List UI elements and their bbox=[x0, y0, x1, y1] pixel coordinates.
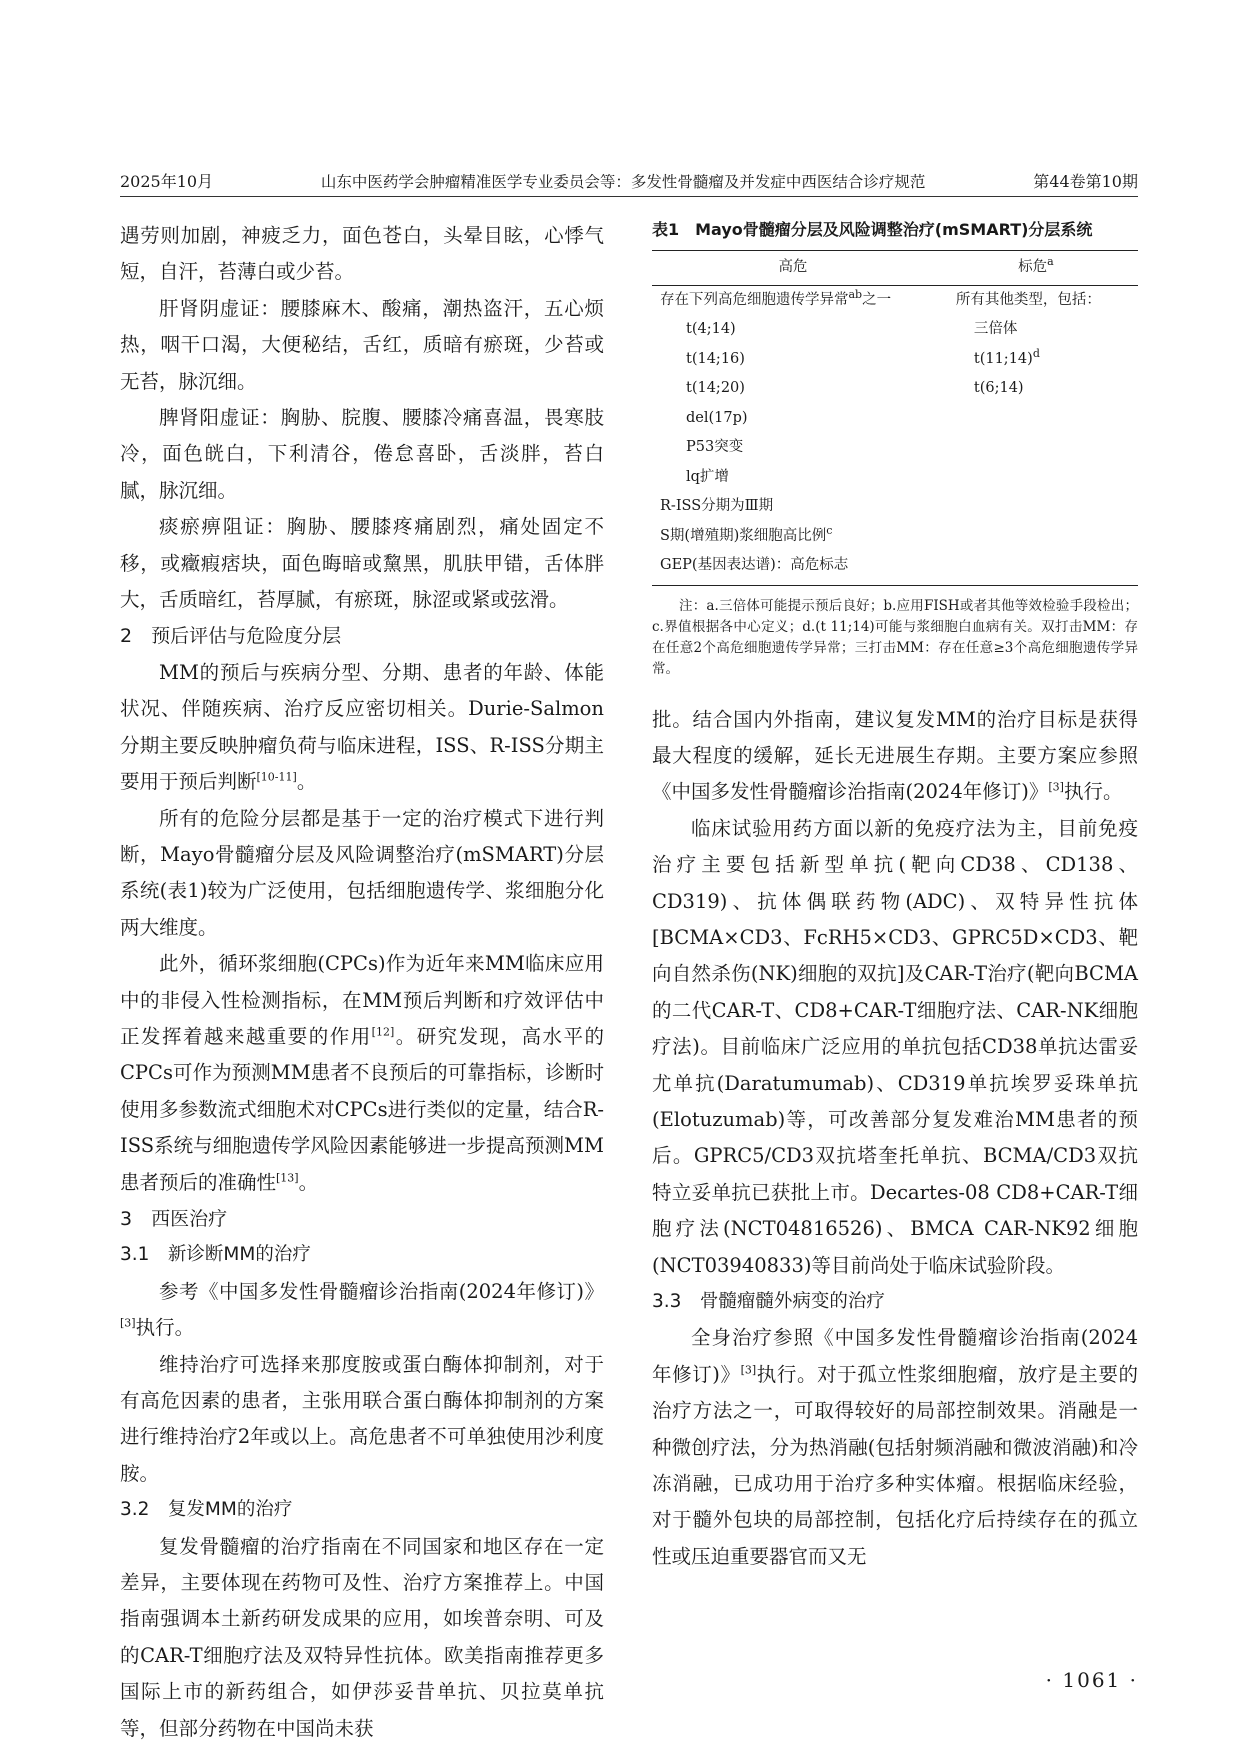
text: 参考《中国多发性骨髓瘤诊治指南(2024年修订)》 bbox=[159, 1279, 604, 1303]
cell-text: S期(增殖期)浆细胞高比例 bbox=[660, 527, 827, 544]
table-cell: lq扩增 bbox=[686, 468, 729, 485]
table-row bbox=[652, 374, 1138, 404]
paragraph bbox=[120, 655, 604, 801]
running-header bbox=[120, 166, 1138, 197]
table-cell: del(17p) bbox=[686, 409, 748, 426]
paragraph: 复发骨髓瘤的治疗指南在不同国家和地区存在一定差异，主要体现在药物可及性、治疗方案推荐上。中国指南强调本土新药研发成果的应用，如埃普奈明、可及的CAR-T细胞疗法及双特异性抗体。欧美指南推荐更多国际上市的新药组合，如伊莎妥昔单抗、贝拉莫单抗等，但部分药物在中国尚未获 bbox=[120, 1534, 604, 1740]
table-cell bbox=[934, 492, 1138, 522]
table-row bbox=[652, 433, 1138, 463]
table-cell bbox=[934, 551, 1138, 585]
table-cell: 所有其他类型，包括： bbox=[955, 291, 1101, 308]
header-title: 山东中医药学会肿瘤精准医学专业委员会等：多发性骨髓瘤及并发症中西医结合诊疗规范 bbox=[320, 173, 926, 191]
paragraph: 脾肾阳虚证：胸胁、脘腹、腰膝冷痛喜温，畏寒肢冷，面色㿠白，下利清谷，倦怠喜卧，舌淡胖，苔白腻，脉沉细。 bbox=[120, 406, 604, 502]
table-cell bbox=[652, 285, 934, 315]
subsection-heading: 3.2 复发MM的治疗 bbox=[120, 1499, 293, 1521]
citation: [3] bbox=[740, 1363, 757, 1377]
paragraph: 维持治疗可选择来那度胺或蛋白酶体抑制剂，对于有高危因素的患者，主张用联合蛋白酶体抑制剂的方案进行维持治疗2年或以上。高危患者不可单独使用沙利度胺。 bbox=[120, 1352, 604, 1485]
table-cell: t(6;14) bbox=[973, 380, 1024, 396]
table-row bbox=[652, 315, 1138, 345]
paragraph bbox=[652, 1320, 1138, 1575]
citation: [10-11] bbox=[256, 770, 297, 784]
subsection-heading: 3.1 新诊断MM的治疗 bbox=[120, 1244, 311, 1266]
footnote-mark: c bbox=[826, 523, 833, 537]
table-cell: GEP(基因表达谱)：高危标志 bbox=[652, 551, 934, 585]
header-volume: 第44卷第10期 bbox=[1033, 172, 1138, 191]
cell-text: 存在下列高危细胞遗传学异常 bbox=[660, 291, 849, 308]
citation: [3] bbox=[1048, 780, 1064, 794]
text: 执行。对于孤立性浆细胞瘤，放疗是主要的治疗方法之一，可取得较好的局部控制效果。消融是一种微创疗法，分为热消融(包括射频消融和微波消融)和冷冻消融，已成功用于治疗多种实体瘤。根据临床经验，对于髓外包块的局部控制，包括化疗后持续存在的孤立性或压迫重要器官而又无 bbox=[652, 1362, 1138, 1568]
table-cell: t(14;16) bbox=[686, 350, 745, 367]
cell-text: t(11;14) bbox=[973, 350, 1033, 367]
table-cell: R-ISS分期为Ⅲ期 bbox=[660, 498, 774, 514]
table-cell bbox=[934, 522, 1138, 552]
table-caption: 表1 Mayo骨髓瘤分层及风险调整治疗(mSMART)分层系统 bbox=[652, 220, 1093, 239]
table-row bbox=[652, 345, 1138, 375]
paragraph bbox=[652, 702, 1138, 811]
header-standard bbox=[934, 251, 1138, 286]
risk-table bbox=[652, 250, 1138, 586]
table-row bbox=[652, 285, 1138, 315]
table-cell: t(14;20) bbox=[686, 380, 745, 396]
table-cell bbox=[652, 522, 934, 552]
text: 执行。 bbox=[135, 1316, 195, 1340]
table-cell: 三倍体 bbox=[973, 321, 1018, 337]
table-cell: P53突变 bbox=[686, 439, 744, 455]
paragraph bbox=[120, 1274, 604, 1347]
footnote-mark: a bbox=[1047, 255, 1054, 269]
table-cell bbox=[934, 345, 1138, 375]
paragraph: 肝肾阴虚证：腰膝麻木、酸痛，潮热盗汗，五心烦热，咽干口渴，大便秘结，舌红，质暗有瘀斑，少苔或无苔，脉沉细。 bbox=[120, 296, 604, 393]
table-row bbox=[652, 551, 1138, 585]
page-number: · 1061 · bbox=[1045, 1668, 1138, 1692]
text: 此外，循环浆细胞(CPCs)作为近年来MM临床应用中的非侵入性检测指标，在MM预后判断和疗效评估中正发挥着越来越重要的作用 bbox=[120, 952, 604, 1048]
table-cell: t(4;14) bbox=[686, 321, 736, 337]
text: 执行。 bbox=[1063, 780, 1123, 804]
citation: [3] bbox=[120, 1316, 136, 1330]
table-row bbox=[652, 404, 1138, 434]
table-header-row bbox=[652, 251, 1138, 286]
header-standard-label: 标危 bbox=[1018, 259, 1048, 275]
section-heading: 3 西医治疗 bbox=[120, 1207, 228, 1230]
section-heading: 2 预后评估与危险度分层 bbox=[120, 625, 342, 648]
text: 批。结合国内外指南，建议复发MM的治疗目标是获得最大程度的缓解，延长无进展生存期。主要方案应参照《中国多发性骨髓瘤诊治指南(2024年修订)》 bbox=[652, 707, 1138, 804]
table-row bbox=[652, 522, 1138, 552]
table-row bbox=[652, 463, 1138, 493]
table-row bbox=[652, 492, 1138, 522]
paragraph bbox=[120, 946, 604, 1201]
left-column bbox=[120, 218, 604, 1747]
paragraph: 遇劳则加剧，神疲乏力，面色苍白，头晕目眩，心悸气短，自汗，苔薄白或少苔。 bbox=[120, 224, 604, 284]
table-note: 注：a.三倍体可能提示预后良好；b.应用FISH或者其他等效检验手段检出；c.界值根据各中心定义；d.(t 11;14)可能与浆细胞白血病有关。双打击MM：存在任意2个高危细胞遗传学异常；三打击MM：存在任意≥3个高危细胞遗传学异常。 bbox=[652, 597, 1138, 677]
table-cell bbox=[934, 433, 1138, 463]
right-column bbox=[652, 218, 1138, 1575]
text: 。研究发现，高水平的CPCs可作为预测MM患者不良预后的可靠指标，诊断时使用多参数流式细胞术对CPCs进行类似的定量，结合R-ISS系统与细胞遗传学风险因素能够进一步提高预测MM患者预后的准确性 bbox=[120, 1024, 604, 1194]
paragraph: 痰瘀痹阻证：胸胁、腰膝疼痛剧烈，痛处固定不移，或癥瘕痞块，面色晦暗或黧黑，肌肤甲错，舌体胖大，舌质暗红，苔厚腻，有瘀斑，脉涩或紧或弦滑。 bbox=[120, 515, 604, 612]
table-cell bbox=[934, 404, 1138, 434]
text: MM的预后与疾病分型、分期、患者的年龄、体能状况、伴随疾病、治疗反应密切相关。Durie-Salmon分期主要反映肿瘤负荷与临床进程，ISS、R-ISS分期主要用于预后判断 bbox=[120, 660, 604, 794]
text: 。 bbox=[296, 770, 317, 794]
table-cell bbox=[934, 463, 1138, 493]
citation: [13] bbox=[276, 1171, 299, 1185]
cell-text: 之一 bbox=[862, 291, 892, 308]
text: 。 bbox=[298, 1170, 319, 1194]
paragraph: 所有的危险分层都是基于一定的治疗模式下进行判断，Mayo骨髓瘤分层及风险调整治疗(mSMART)分层系统(表1)较为广泛使用，包括细胞遗传学、浆细胞分化两大维度。 bbox=[120, 806, 604, 939]
right-body bbox=[652, 702, 1138, 1576]
citation: [12] bbox=[371, 1025, 395, 1039]
table-1 bbox=[652, 218, 1138, 680]
subsection-heading: 3.3 骨髓瘤髓外病变的治疗 bbox=[652, 1291, 885, 1312]
footnote-mark: ab bbox=[848, 287, 863, 301]
footnote-mark: d bbox=[1032, 346, 1040, 360]
paragraph: 临床试验用药方面以新的免疫疗法为主，目前免疫治疗主要包括新型单抗(靶向CD38、CD138、CD319)、抗体偶联药物(ADC)、双特异性抗体[BCMA×CD3、FcRH5×CD3、GPRC5D×CD3、靶向自然杀伤(NK)细胞的双抗]及CAR-T治疗(靶向BCMA的二代CAR-T、CD8+CAR-T细胞疗法、CAR-NK细胞疗法)。目前临床广泛应用的单抗包括CD38单抗达雷妥尤单抗(Daratumumab)、CD319单抗埃罗妥珠单抗(Elotuzumab)等，可改善部分复发难治MM患者的预后。GPRC5/CD3双抗塔奎托单抗、BCMA/CD3双抗特立妥单抗已获批上市。Decartes-08 CD8+CAR-T细胞疗法(NCT04816526)、BMCA CAR-NK92细胞(NCT03940833)等目前尚处于临床试验阶段。 bbox=[652, 816, 1138, 1277]
header-date: 2025年10月 bbox=[120, 172, 214, 191]
text: 全身治疗参照《中国多发性骨髓瘤诊治指南(2024年修订)》 bbox=[652, 1326, 1138, 1386]
header-high: 高危 bbox=[652, 251, 934, 286]
